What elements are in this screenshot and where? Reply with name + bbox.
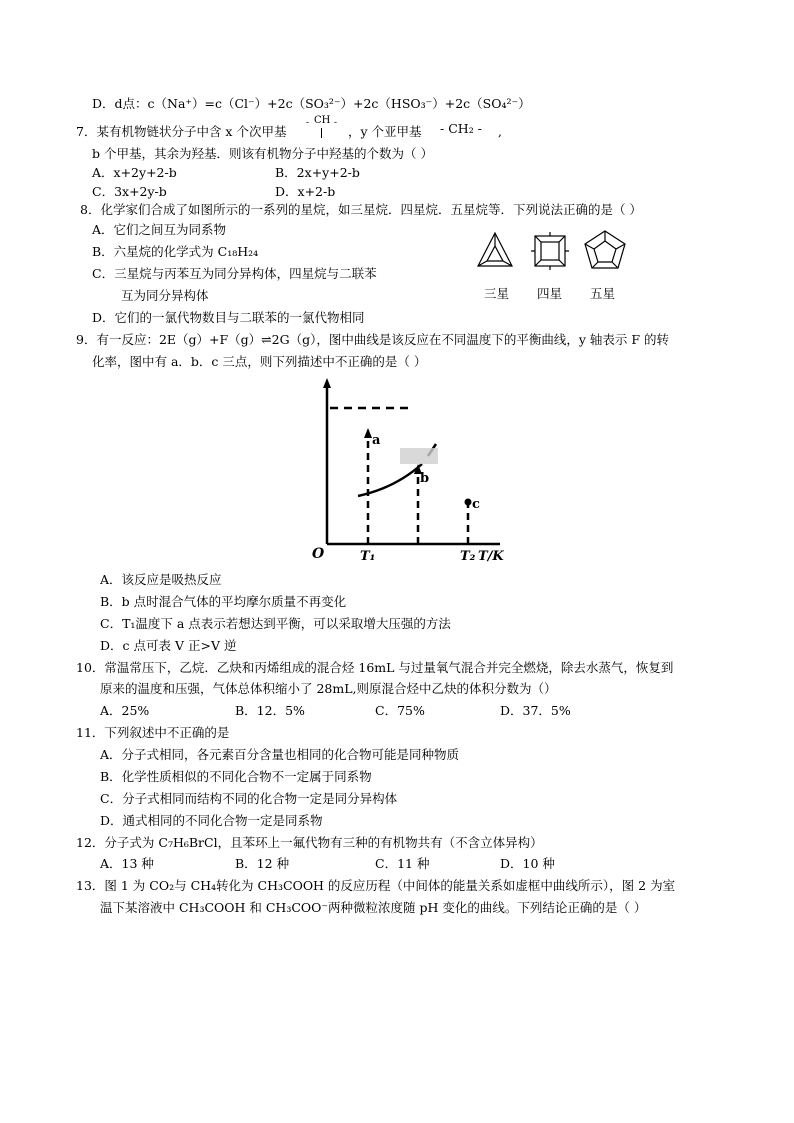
q13-stem-line1: 13．图 1 为 CO₂与 CH₄转化为 CH₃COOH 的反应历程（中间体的能量关系如虚框中曲线所示），图 2 为室 [76,878,676,893]
q8-option-c-line2: 互为同分异构体 [121,288,209,303]
q9-option-a: A．该反应是吸热反应 [100,572,222,587]
q11-option-b: B．化学性质相似的不同化合物不一定属于同系物 [100,769,372,784]
q8-stem: 8．化学家们合成了如图所示的一系列的星烷，如三星烷．四星烷．五星烷等．下列说法正确的是（ ） [80,202,642,217]
q11-option-c: C．分子式相同而结构不同的化合物一定是同分异构体 [100,791,398,806]
q7-option-a: A．x+2y+2-b [92,165,177,180]
label-c: c [472,497,480,512]
label-origin: O [312,546,325,562]
q8-option-c-line1: C．三星烷与丙苯互为同分异构体，四星烷与二联苯 [92,266,377,281]
q12-option-c: C．11 种 [375,856,430,871]
q10-stem-line2: 原来的温度和压强，气体总体积缩小了 28mL,则原混合烃中乙炔的体积分数为（） [100,681,557,696]
q8-option-a: A．它们之间互为同系物 [92,222,227,237]
smudge [400,448,438,464]
tetra-star-icon [531,232,569,270]
q7-stem-part2: ，y 个亚甲基 [348,124,422,139]
methine-label: CH [314,115,331,126]
methine-bond [321,128,322,138]
equilibrium-graph [310,376,510,566]
q6-option-d: D．d点：c（Na⁺）=c（Cl⁻）+2c（SO₃²⁻）+2c（HSO₃⁻）+2c（SO₄²⁻） [92,96,531,111]
label-t2: T₂ [460,549,476,564]
q9-option-b: B．b 点时混合气体的平均摩尔质量不再变化 [100,594,347,609]
label-unit: T/K [478,549,504,564]
trishomocubane-icon [478,233,512,266]
q10-option-a: A．25% [100,703,150,718]
q7-option-d: D．x+2-b [275,184,336,199]
star-label-three: 三星 [484,286,510,301]
label-a: a [372,433,381,448]
q7-option-b: B．2x+y+2-b [275,165,360,180]
methine-group: - CH - [306,114,346,144]
q10-option-c: C．75% [375,703,425,718]
q9-stem-line1: 9．有一反应：2E（g）+F（g）⇌2G（g），图中曲线是该反应在不同温度下的平衡曲线，y 轴表示 F 的转 [76,332,670,347]
q9-option-d: D．c 点可表 V 正>V 逆 [100,638,237,653]
q11-option-a: A．分子式相同，各元素百分含量也相同的化合物可能是同种物质 [100,747,460,762]
q9-stem-line2: 化率，图中有 a．b．c 三点，则下列描述中不正确的是（ ） [92,354,427,369]
q12-stem: 12．分子式为 C₇H₆BrCl，且苯环上一氟代物有三种的有机物共有（不含立体异构） [76,835,543,850]
methylene-group: - CH₂ - [440,121,482,136]
q12-option-b: B．12 种 [235,856,290,871]
label-b: b [420,471,430,486]
q7-stem-part1: 7．某有机物链状分子中含 x 个次甲基 [76,124,287,139]
star-label-five: 五星 [590,286,616,301]
q12-option-a: A．13 种 [100,856,154,871]
q8-option-b: B．六星烷的化学式为 C₁₈H₂₄ [92,244,259,259]
q7-stem-line2: b 个甲基，其余为羟基．则该有机物分子中羟基的个数为（ ） [92,146,433,161]
q10-option-d: D．37．5% [500,703,571,718]
methylene-label: CH₂ [448,121,474,136]
star-label-four: 四星 [537,286,563,301]
q10-option-b: B．12．5% [235,703,305,718]
q10-stem-line1: 10．常温常压下，乙烷．乙炔和丙烯组成的混合烃 16mL 与过量氧气混合并完全燃烧，除去水蒸气，恢复到 [76,660,674,675]
q13-stem-line2: 温下某溶液中 CH₃COOH 和 CH₃COO⁻两种微粒浓度随 pH 变化的曲线。下列结论正确的是（ ） [100,900,647,915]
q8-option-d: D．它们的一氯代物数目与二联苯的一氯代物相同 [92,310,365,325]
c-point [465,499,472,506]
q7-option-c: C．3x+2y-b [92,184,167,199]
q11-stem: 11．下列叙述中不正确的是 [76,725,230,740]
label-t1: T₁ [360,549,376,564]
penta-star-icon [585,231,625,268]
q9-option-c: C．T₁温度下 a 点表示若想达到平衡，可以采取增大压强的方法 [100,616,451,631]
q11-option-d: D．通式相同的不同化合物一定是同系物 [100,813,323,828]
q12-option-d: D．10 种 [500,856,555,871]
star-alkane-figure [470,228,640,280]
